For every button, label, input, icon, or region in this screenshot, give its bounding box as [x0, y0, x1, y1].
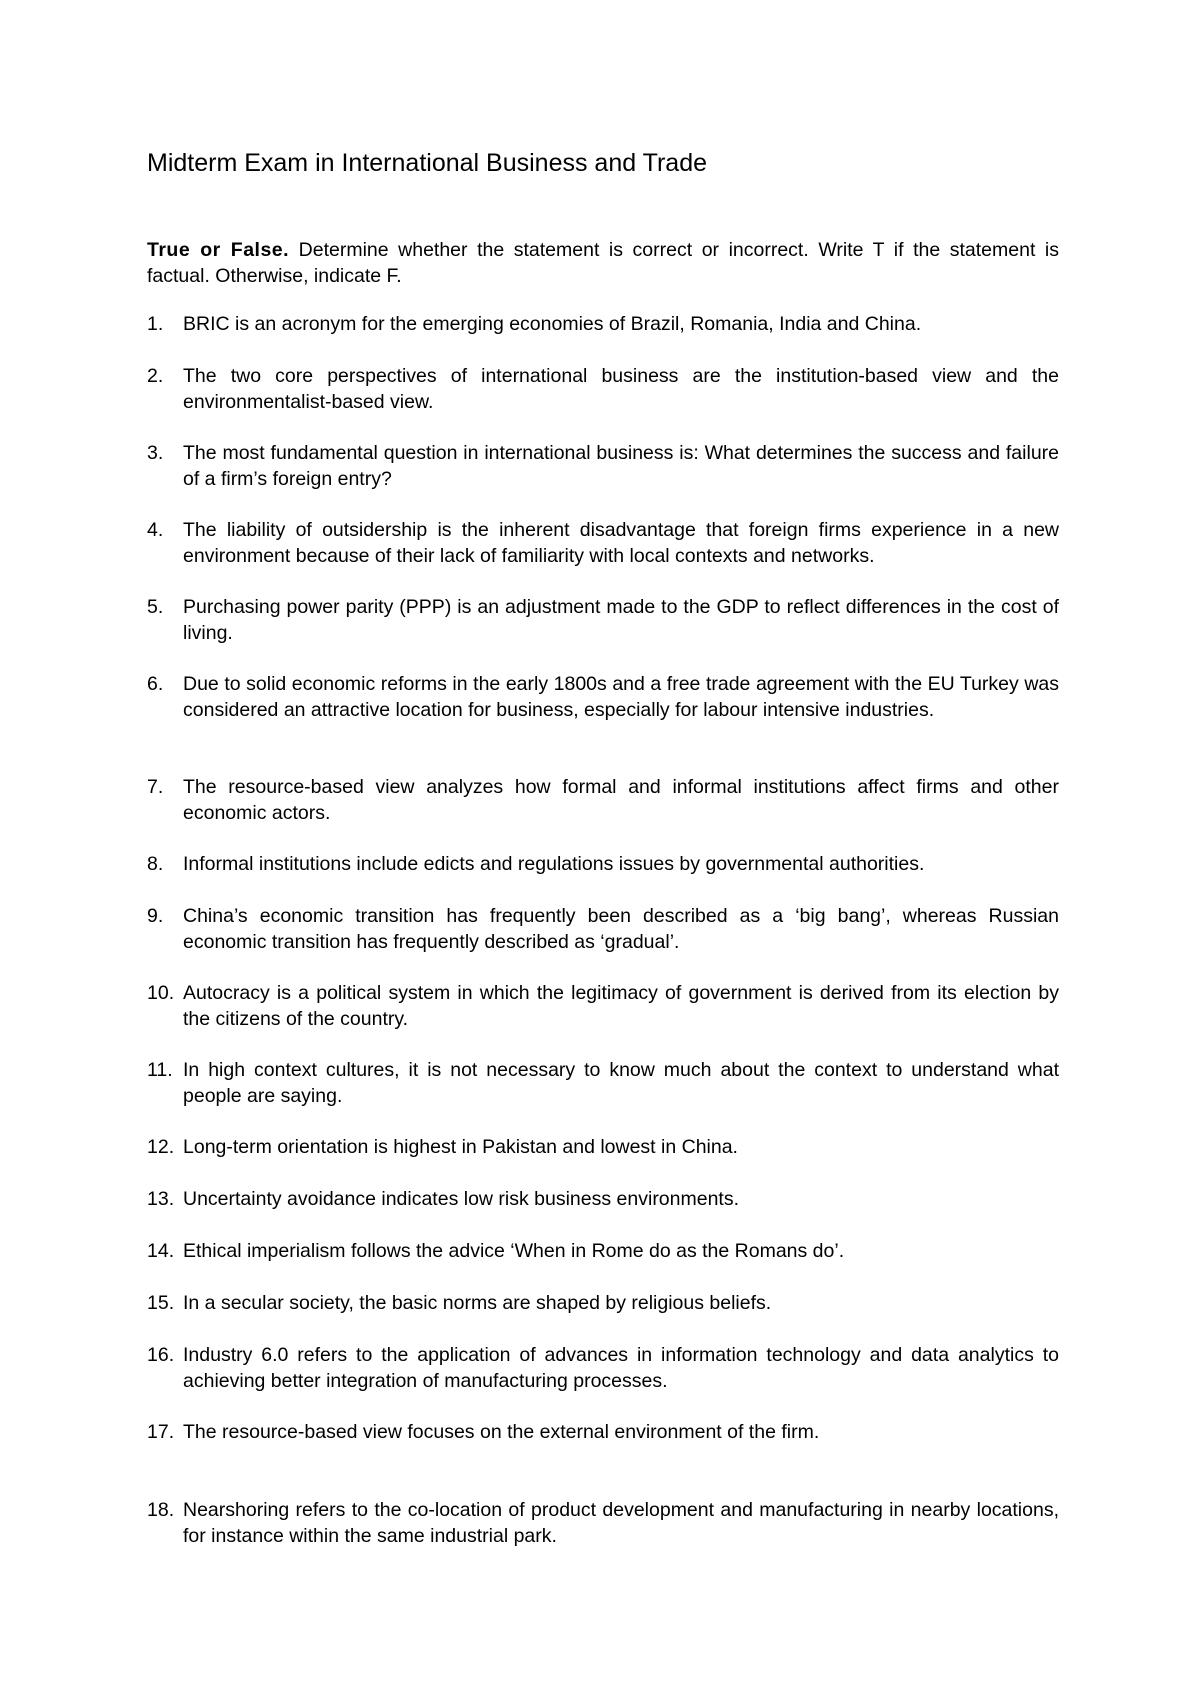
question-text: Due to solid economic reforms in the early 1800s and a free trade agreement with the EU Turkey was considered an attractive location for business, especially for labour intensive industries.: [183, 673, 1059, 721]
instructions-lead: True or False.: [147, 239, 290, 261]
question-number: 8.: [147, 853, 164, 875]
question-item: [147, 774, 1059, 826]
question-item: [147, 980, 1059, 1032]
question-item: [147, 1419, 1059, 1445]
question-item: [147, 363, 1059, 415]
page-title: Midterm Exam in International Business and Trade: [147, 149, 707, 177]
question-item: [147, 851, 1059, 877]
question-text: The liability of outsidership is the inherent disadvantage that foreign firms experience in a new environment because of their lack of familiarity with local contexts and networks.: [183, 519, 1059, 567]
question-text: Autocracy is a political system in which the legitimacy of government is derived from its election by the citizens of the country.: [183, 982, 1059, 1030]
question-text: China’s economic transition has frequently been described as a ‘big bang’, whereas Russian economic transition has frequently described as ‘gradual’.: [183, 905, 1059, 953]
question-number: 13.: [147, 1188, 175, 1210]
instructions-text: Determine whether the statement is correct or incorrect. Write T if the statement is factual. Otherwise, indicate F.: [147, 239, 1060, 287]
question-text: Uncertainty avoidance indicates low risk business environments.: [183, 1188, 740, 1210]
question-item: [147, 1290, 1059, 1316]
question-number: 11.: [147, 1059, 173, 1081]
question-item: [147, 1238, 1059, 1264]
question-number: 3.: [147, 442, 164, 464]
question-number: 10.: [147, 982, 175, 1004]
question-text: Ethical imperialism follows the advice ‘When in Rome do as the Romans do’.: [183, 1240, 845, 1262]
instructions: [147, 237, 1059, 289]
question-text: BRIC is an acronym for the emerging economies of Brazil, Romania, India and China.: [183, 313, 922, 335]
question-item: [147, 440, 1059, 492]
question-text: Nearshoring refers to the co-location of product development and manufacturing in nearby locations, for instance within the same industrial park.: [183, 1499, 1059, 1547]
question-text: Industry 6.0 refers to the application of advances in information technology and data analytics to achieving better integration of manufacturing processes.: [183, 1344, 1059, 1392]
question-number: 12.: [147, 1136, 175, 1158]
question-item: [147, 1134, 1059, 1160]
question-item: [147, 671, 1059, 723]
question-number: 15.: [147, 1292, 175, 1314]
question-text: The resource-based view focuses on the external environment of the firm.: [183, 1421, 820, 1443]
question-number: 5.: [147, 596, 164, 618]
question-number: 6.: [147, 673, 164, 695]
question-item: [147, 311, 1059, 337]
question-number: 14.: [147, 1240, 175, 1262]
question-number: 7.: [147, 776, 164, 798]
question-item: [147, 1186, 1059, 1212]
question-text: The two core perspectives of international business are the institution-based view and the environmentalist-based view.: [183, 365, 1059, 413]
question-text: In high context cultures, it is not necessary to know much about the context to understand what people are saying.: [183, 1059, 1059, 1107]
question-number: 2.: [147, 365, 164, 387]
question-number: 1.: [147, 313, 164, 335]
question-text: Informal institutions include edicts and regulations issues by governmental authorities.: [183, 853, 925, 875]
question-text: The resource-based view analyzes how formal and informal institutions affect firms and other economic actors.: [183, 776, 1059, 824]
question-text: In a secular society, the basic norms are shaped by religious beliefs.: [183, 1292, 772, 1314]
question-item: [147, 594, 1059, 646]
question-text: The most fundamental question in international business is: What determines the success and failure of a firm’s foreign entry?: [183, 442, 1059, 490]
question-text: Long-term orientation is highest in Pakistan and lowest in China.: [183, 1136, 738, 1158]
question-number: 4.: [147, 519, 164, 541]
question-item: [147, 903, 1059, 955]
question-number: 17.: [147, 1421, 175, 1443]
question-number: 9.: [147, 905, 164, 927]
question-item: [147, 517, 1059, 569]
question-item: [147, 1342, 1059, 1394]
question-text: Purchasing power parity (PPP) is an adjustment made to the GDP to reflect differences in the cost of living.: [183, 596, 1059, 644]
question-item: [147, 1057, 1059, 1109]
question-number: 18.: [147, 1499, 175, 1521]
question-item: [147, 1497, 1059, 1549]
question-number: 16.: [147, 1344, 175, 1366]
